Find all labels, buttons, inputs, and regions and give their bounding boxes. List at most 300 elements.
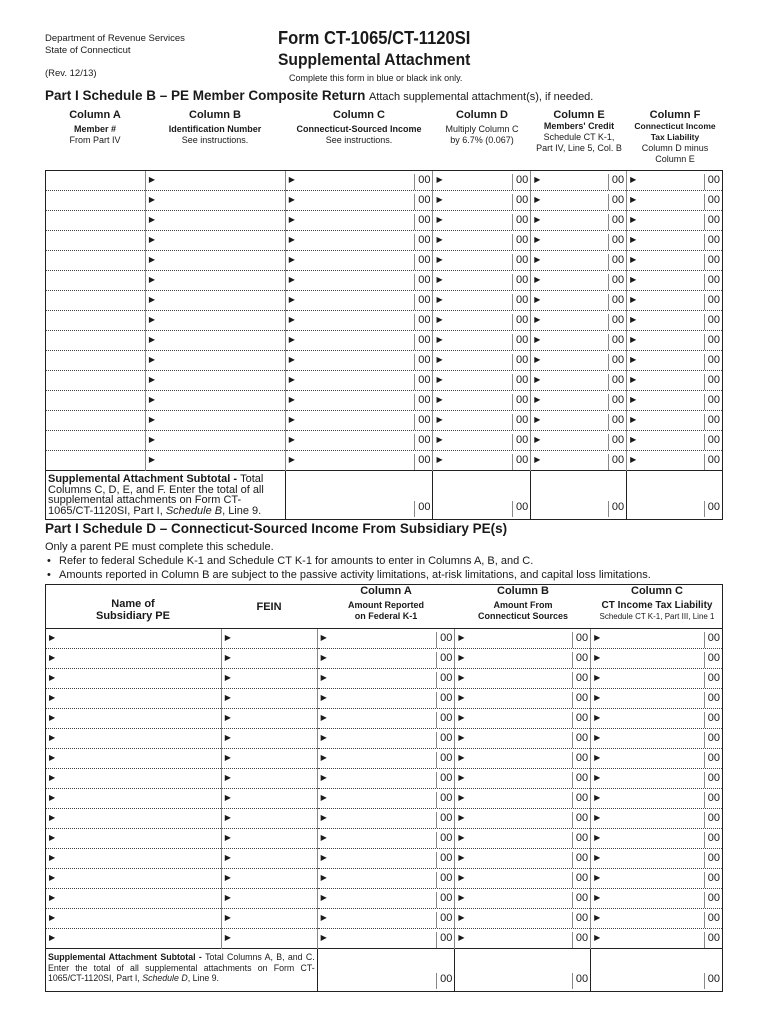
arrow-right-icon: ▶: [458, 873, 465, 882]
tax-column-d-input[interactable]: [433, 391, 531, 411]
ct-tax-liability-input[interactable]: [627, 251, 723, 271]
ct-sourced-income-input[interactable]: [285, 391, 433, 411]
cents-value: 00: [572, 652, 588, 668]
cents-value: 00: [512, 314, 528, 330]
arrow-right-icon: ▶: [224, 693, 231, 702]
federal-k1-amount-input[interactable]: [317, 929, 455, 949]
arrow-right-icon: ▶: [148, 215, 156, 224]
arrow-right-icon: ▶: [49, 633, 56, 642]
cents-value: 00: [414, 354, 430, 370]
arrow-right-icon: ▶: [288, 395, 295, 404]
ct-sourced-income-input[interactable]: [285, 311, 433, 331]
members-credit-input[interactable]: [531, 311, 627, 331]
tax-column-d-input[interactable]: [433, 291, 531, 311]
cents-value: 00: [704, 672, 720, 688]
arrow-right-icon: ▶: [224, 853, 231, 862]
member-number-input[interactable]: [46, 211, 146, 231]
arrow-right-icon: ▶: [288, 435, 295, 444]
member-number-input[interactable]: [46, 251, 146, 271]
federal-k1-amount-input[interactable]: [317, 689, 455, 709]
arrow-right-icon: ▶: [458, 653, 465, 662]
member-number-input[interactable]: [46, 391, 146, 411]
ct-tax-liability-input[interactable]: [591, 749, 723, 769]
ct-sourced-income-input[interactable]: [285, 271, 433, 291]
members-credit-input[interactable]: [531, 291, 627, 311]
sched-b-col-d-header: Column D Multiply Column C by 6.7% (0.067): [445, 109, 519, 145]
ct-tax-liability-input[interactable]: [591, 729, 723, 749]
federal-k1-amount-input[interactable]: [317, 729, 455, 749]
federal-k1-amount-input[interactable]: [317, 829, 455, 849]
ct-sources-amount-input[interactable]: [455, 629, 591, 649]
ct-tax-liability-input[interactable]: [627, 451, 723, 471]
identification-number-input[interactable]: [145, 251, 285, 271]
identification-number-input[interactable]: [145, 171, 285, 191]
identification-number-input[interactable]: [145, 411, 285, 431]
ct-sources-amount-input[interactable]: [455, 749, 591, 769]
arrow-right-icon: ▶: [320, 853, 327, 862]
arrow-right-icon: ▶: [594, 893, 601, 902]
subsidiary-name-input[interactable]: [46, 709, 222, 729]
identification-number-input[interactable]: [145, 431, 285, 451]
subtotal-column-c[interactable]: [285, 471, 433, 520]
subsidiary-name-input[interactable]: [46, 909, 222, 929]
arrow-right-icon: ▶: [594, 733, 601, 742]
schedule-b-table: [45, 170, 723, 520]
arrow-right-icon: ▶: [288, 375, 295, 384]
arrow-right-icon: ▶: [49, 913, 56, 922]
cents-value: 00: [414, 314, 430, 330]
cents-value: 00: [704, 334, 720, 350]
identification-number-input[interactable]: [145, 331, 285, 351]
cents-value: 00: [414, 214, 430, 230]
ct-sources-amount-input[interactable]: [455, 869, 591, 889]
ct-tax-liability-input[interactable]: [591, 709, 723, 729]
cents-value: 00: [572, 772, 588, 788]
federal-k1-amount-input[interactable]: [317, 869, 455, 889]
members-credit-input[interactable]: [531, 411, 627, 431]
ct-sources-amount-input[interactable]: [455, 929, 591, 949]
tax-column-d-input[interactable]: [433, 271, 531, 291]
arrow-right-icon: ▶: [320, 773, 327, 782]
fein-input[interactable]: [221, 669, 317, 689]
cents-value: 00: [512, 214, 528, 230]
member-number-input[interactable]: [46, 291, 146, 311]
sched-d-fein-header: FEIN: [256, 601, 282, 613]
cents-value: 00: [436, 973, 452, 989]
arrow-right-icon: ▶: [458, 913, 465, 922]
tax-column-d-input[interactable]: [433, 211, 531, 231]
identification-number-input[interactable]: [145, 351, 285, 371]
arrow-right-icon: ▶: [49, 893, 56, 902]
fein-input[interactable]: [221, 629, 317, 649]
ct-tax-liability-input[interactable]: [591, 689, 723, 709]
arrow-right-icon: ▶: [630, 435, 637, 444]
ct-sourced-income-input[interactable]: [285, 371, 433, 391]
ct-sources-amount-input[interactable]: [455, 809, 591, 829]
cents-value: 00: [608, 354, 624, 370]
cents-value: 00: [704, 434, 720, 450]
federal-k1-amount-input[interactable]: [317, 849, 455, 869]
members-credit-input[interactable]: [531, 331, 627, 351]
fein-input[interactable]: [221, 869, 317, 889]
member-number-input[interactable]: [46, 171, 146, 191]
arrow-right-icon: ▶: [224, 753, 231, 762]
subsidiary-name-input[interactable]: [46, 829, 222, 849]
tax-column-d-input[interactable]: [433, 431, 531, 451]
cents-value: 00: [704, 632, 720, 648]
federal-k1-amount-input[interactable]: [317, 649, 455, 669]
ct-sources-amount-input[interactable]: [455, 909, 591, 929]
fein-input[interactable]: [221, 749, 317, 769]
members-credit-input[interactable]: [531, 271, 627, 291]
arrow-right-icon: ▶: [458, 673, 465, 682]
fein-input[interactable]: [221, 789, 317, 809]
ct-sourced-income-input[interactable]: [285, 251, 433, 271]
ct-sourced-income-input[interactable]: [285, 291, 433, 311]
subsidiary-name-input[interactable]: [46, 769, 222, 789]
schedule-d-row: [46, 809, 723, 829]
ct-tax-liability-input[interactable]: [591, 649, 723, 669]
ct-sources-amount-input[interactable]: [455, 729, 591, 749]
fein-input[interactable]: [221, 769, 317, 789]
arrow-right-icon: ▶: [534, 255, 541, 264]
sched-d-col-a-header: Column A Amount Reported on Federal K-1: [348, 585, 424, 621]
arrow-right-icon: ▶: [436, 415, 443, 424]
cents-value: 00: [512, 174, 528, 190]
cents-value: 00: [704, 454, 720, 470]
federal-k1-amount-input[interactable]: [317, 889, 455, 909]
ct-tax-liability-input[interactable]: [591, 669, 723, 689]
ct-tax-liability-input[interactable]: [627, 411, 723, 431]
ct-tax-liability-input[interactable]: [591, 909, 723, 929]
subsidiary-name-input[interactable]: [46, 669, 222, 689]
ct-tax-liability-input[interactable]: [591, 929, 723, 949]
arrow-right-icon: ▶: [224, 633, 231, 642]
ct-sources-amount-input[interactable]: [455, 649, 591, 669]
ct-tax-liability-input[interactable]: [627, 271, 723, 291]
arrow-right-icon: ▶: [49, 673, 56, 682]
ct-sourced-income-input[interactable]: [285, 451, 433, 471]
subsidiary-name-input[interactable]: [46, 809, 222, 829]
arrow-right-icon: ▶: [594, 833, 601, 842]
tax-column-d-input[interactable]: [433, 311, 531, 331]
fein-input[interactable]: [221, 709, 317, 729]
member-number-input[interactable]: [46, 311, 146, 331]
cents-value: 00: [414, 194, 430, 210]
identification-number-input[interactable]: [145, 291, 285, 311]
arrow-right-icon: ▶: [630, 395, 637, 404]
arrow-right-icon: ▶: [436, 455, 443, 464]
identification-number-input[interactable]: [145, 311, 285, 331]
cents-value: 00: [704, 772, 720, 788]
subsidiary-name-input[interactable]: [46, 689, 222, 709]
cents-value: 00: [608, 294, 624, 310]
subtotal-column-e[interactable]: [531, 471, 627, 520]
ct-tax-liability-input[interactable]: [627, 311, 723, 331]
ct-tax-liability-input[interactable]: [591, 789, 723, 809]
schedule-b-row: [46, 191, 723, 211]
arrow-right-icon: ▶: [49, 773, 56, 782]
members-credit-input[interactable]: [531, 351, 627, 371]
member-number-input[interactable]: [46, 351, 146, 371]
cents-value: 00: [436, 812, 452, 828]
cents-value: 00: [414, 174, 430, 190]
ct-tax-liability-input[interactable]: [627, 211, 723, 231]
subsidiary-name-input[interactable]: [46, 789, 222, 809]
arrow-right-icon: ▶: [320, 713, 327, 722]
members-credit-input[interactable]: [531, 231, 627, 251]
members-credit-input[interactable]: [531, 251, 627, 271]
arrow-right-icon: ▶: [148, 335, 156, 344]
cents-value: 00: [704, 414, 720, 430]
ct-tax-liability-input[interactable]: [627, 371, 723, 391]
arrow-right-icon: ▶: [288, 315, 295, 324]
member-number-input[interactable]: [46, 411, 146, 431]
tax-column-d-input[interactable]: [433, 411, 531, 431]
members-credit-input[interactable]: [531, 171, 627, 191]
tax-column-d-input[interactable]: [433, 231, 531, 251]
schedule-b-row: [46, 171, 723, 191]
ct-tax-liability-input[interactable]: [627, 291, 723, 311]
federal-k1-amount-input[interactable]: [317, 809, 455, 829]
arrow-right-icon: ▶: [288, 175, 295, 184]
tax-column-d-input[interactable]: [433, 191, 531, 211]
subtotal-column-b[interactable]: [455, 949, 591, 992]
subsidiary-name-input[interactable]: [46, 729, 222, 749]
cents-value: 00: [512, 454, 528, 470]
schedule-b-subtotal-row: [46, 471, 723, 520]
form-subtitle: Supplemental Attachment: [278, 50, 471, 69]
identification-number-input[interactable]: [145, 371, 285, 391]
ct-sourced-income-input[interactable]: [285, 191, 433, 211]
ct-tax-liability-input[interactable]: [627, 391, 723, 411]
schedule-d-row: [46, 689, 723, 709]
arrow-right-icon: ▶: [534, 295, 541, 304]
ct-sourced-income-input[interactable]: [285, 171, 433, 191]
members-credit-input[interactable]: [531, 211, 627, 231]
member-number-input[interactable]: [46, 191, 146, 211]
ct-tax-liability-input[interactable]: [627, 191, 723, 211]
tax-column-d-input[interactable]: [433, 251, 531, 271]
cents-value: 00: [414, 234, 430, 250]
ct-sources-amount-input[interactable]: [455, 849, 591, 869]
arrow-right-icon: ▶: [148, 195, 156, 204]
federal-k1-amount-input[interactable]: [317, 629, 455, 649]
federal-k1-amount-input[interactable]: [317, 789, 455, 809]
subsidiary-name-input[interactable]: [46, 749, 222, 769]
schedule-b-row: [46, 451, 723, 471]
ct-sources-amount-input[interactable]: [455, 669, 591, 689]
cents-value: 00: [704, 832, 720, 848]
cents-value: 00: [512, 194, 528, 210]
schedule-d-subtotal-label: Supplemental Attachment Subtotal - Total Columns A, B, and C. Enter the total of all supplemental attachments on Form CT-1065/CT-1120SI, Part I, Schedule D, Line 9.: [46, 949, 318, 992]
ct-sourced-income-input[interactable]: [285, 411, 433, 431]
members-credit-input[interactable]: [531, 451, 627, 471]
members-credit-input[interactable]: [531, 431, 627, 451]
arrow-right-icon: ▶: [320, 653, 327, 662]
cents-value: 00: [608, 234, 624, 250]
member-number-input[interactable]: [46, 431, 146, 451]
subsidiary-name-input[interactable]: [46, 849, 222, 869]
members-credit-input[interactable]: [531, 391, 627, 411]
sched-d-col-b-header: Column B Amount From Connecticut Sources: [477, 585, 569, 621]
fein-input[interactable]: [221, 809, 317, 829]
arrow-right-icon: ▶: [148, 175, 156, 184]
subsidiary-name-input[interactable]: [46, 649, 222, 669]
arrow-right-icon: ▶: [49, 653, 56, 662]
arrow-right-icon: ▶: [436, 375, 443, 384]
ct-sourced-income-input[interactable]: [285, 351, 433, 371]
cents-value: 00: [512, 294, 528, 310]
schedule-d-row: [46, 789, 723, 809]
arrow-right-icon: ▶: [288, 275, 295, 284]
arrow-right-icon: ▶: [224, 813, 231, 822]
members-credit-input[interactable]: [531, 191, 627, 211]
arrow-right-icon: ▶: [534, 375, 541, 384]
identification-number-input[interactable]: [145, 231, 285, 251]
fein-input[interactable]: [221, 849, 317, 869]
ct-sources-amount-input[interactable]: [455, 689, 591, 709]
ct-tax-liability-input[interactable]: [591, 849, 723, 869]
tax-column-d-input[interactable]: [433, 331, 531, 351]
arrow-right-icon: ▶: [458, 693, 465, 702]
identification-number-input[interactable]: [145, 211, 285, 231]
subsidiary-name-input[interactable]: [46, 869, 222, 889]
arrow-right-icon: ▶: [594, 713, 601, 722]
identification-number-input[interactable]: [145, 451, 285, 471]
federal-k1-amount-input[interactable]: [317, 769, 455, 789]
cents-value: 00: [414, 501, 430, 517]
fein-input[interactable]: [221, 729, 317, 749]
ct-tax-liability-input[interactable]: [591, 809, 723, 829]
fein-input[interactable]: [221, 889, 317, 909]
arrow-right-icon: ▶: [630, 215, 637, 224]
cents-value: 00: [512, 234, 528, 250]
arrow-right-icon: ▶: [630, 275, 637, 284]
identification-number-input[interactable]: [145, 271, 285, 291]
arrow-right-icon: ▶: [320, 813, 327, 822]
cents-value: 00: [704, 752, 720, 768]
arrow-right-icon: ▶: [49, 833, 56, 842]
cents-value: 00: [572, 912, 588, 928]
cents-value: 00: [414, 414, 430, 430]
cents-value: 00: [572, 732, 588, 748]
schedule-b-row: [46, 351, 723, 371]
cents-value: 00: [436, 672, 452, 688]
tax-column-d-input[interactable]: [433, 371, 531, 391]
identification-number-input[interactable]: [145, 391, 285, 411]
ct-sources-amount-input[interactable]: [455, 769, 591, 789]
ct-sourced-income-input[interactable]: [285, 331, 433, 351]
fein-input[interactable]: [221, 829, 317, 849]
arrow-right-icon: ▶: [630, 195, 637, 204]
subsidiary-name-input[interactable]: [46, 629, 222, 649]
ct-sourced-income-input[interactable]: [285, 211, 433, 231]
federal-k1-amount-input[interactable]: [317, 669, 455, 689]
subtotal-column-d[interactable]: [433, 471, 531, 520]
ct-tax-liability-input[interactable]: [591, 829, 723, 849]
schedule-d-instructions: Only a parent PE must complete this schedule. • Refer to federal Schedule K-1 and Schedule CT K-1 for amounts to enter in Columns A, B, and C. • Amounts reported in Column B are subject to the passive activity limitations, at-risk limitations, and capital loss limitations.: [45, 540, 651, 582]
tax-column-d-input[interactable]: [433, 351, 531, 371]
ct-sourced-income-input[interactable]: [285, 431, 433, 451]
schedule-d-row: [46, 729, 723, 749]
ct-sources-amount-input[interactable]: [455, 829, 591, 849]
federal-k1-amount-input[interactable]: [317, 749, 455, 769]
arrow-right-icon: ▶: [594, 773, 601, 782]
ct-sources-amount-input[interactable]: [455, 709, 591, 729]
tax-column-d-input[interactable]: [433, 171, 531, 191]
member-number-input[interactable]: [46, 271, 146, 291]
fein-input[interactable]: [221, 689, 317, 709]
arrow-right-icon: ▶: [224, 933, 231, 942]
ct-tax-liability-input[interactable]: [627, 431, 723, 451]
ct-tax-liability-input[interactable]: [591, 769, 723, 789]
ct-tax-liability-input[interactable]: [627, 331, 723, 351]
ct-sourced-income-input[interactable]: [285, 231, 433, 251]
cents-value: 00: [704, 254, 720, 270]
cents-value: 00: [512, 254, 528, 270]
schedule-d-table: [45, 628, 723, 992]
fein-input[interactable]: [221, 929, 317, 949]
subsidiary-name-input[interactable]: [46, 889, 222, 909]
member-number-input[interactable]: [46, 451, 146, 471]
fein-input[interactable]: [221, 909, 317, 929]
federal-k1-amount-input[interactable]: [317, 709, 455, 729]
arrow-right-icon: ▶: [630, 355, 637, 364]
arrow-right-icon: ▶: [288, 295, 295, 304]
arrow-right-icon: ▶: [148, 315, 156, 324]
ct-tax-liability-input[interactable]: [627, 231, 723, 251]
arrow-right-icon: ▶: [594, 633, 601, 642]
cents-value: 00: [414, 274, 430, 290]
arrow-right-icon: ▶: [630, 415, 637, 424]
subtotal-column-f[interactable]: [627, 471, 723, 520]
tax-column-d-input[interactable]: [433, 451, 531, 471]
ct-tax-liability-input[interactable]: [591, 629, 723, 649]
arrow-right-icon: ▶: [534, 195, 541, 204]
arrow-right-icon: ▶: [224, 713, 231, 722]
ct-sources-amount-input[interactable]: [455, 889, 591, 909]
fein-input[interactable]: [221, 649, 317, 669]
members-credit-input[interactable]: [531, 371, 627, 391]
arrow-right-icon: ▶: [436, 275, 443, 284]
subsidiary-name-input[interactable]: [46, 929, 222, 949]
arrow-right-icon: ▶: [594, 653, 601, 662]
arrow-right-icon: ▶: [534, 435, 541, 444]
member-number-input[interactable]: [46, 231, 146, 251]
cents-value: 00: [608, 414, 624, 430]
federal-k1-amount-input[interactable]: [317, 909, 455, 929]
identification-number-input[interactable]: [145, 191, 285, 211]
cents-value: 00: [414, 434, 430, 450]
cents-value: 00: [572, 973, 588, 989]
member-number-input[interactable]: [46, 331, 146, 351]
ct-tax-liability-input[interactable]: [591, 869, 723, 889]
ink-instruction: Complete this form in blue or black ink only.: [289, 73, 463, 83]
subtotal-column-c[interactable]: [591, 949, 723, 992]
arrow-right-icon: ▶: [148, 455, 156, 464]
ct-tax-liability-input[interactable]: [591, 889, 723, 909]
ct-tax-liability-input[interactable]: [627, 351, 723, 371]
ct-sources-amount-input[interactable]: [455, 789, 591, 809]
arrow-right-icon: ▶: [458, 733, 465, 742]
cents-value: 00: [512, 501, 528, 517]
subtotal-column-a[interactable]: [317, 949, 455, 992]
sched-b-col-e-header: Column E Members' Credit Schedule CT K-1, Part IV, Line 5, Col. B: [536, 109, 622, 153]
member-number-input[interactable]: [46, 371, 146, 391]
schedule-b-row: [46, 411, 723, 431]
ct-tax-liability-input[interactable]: [627, 171, 723, 191]
